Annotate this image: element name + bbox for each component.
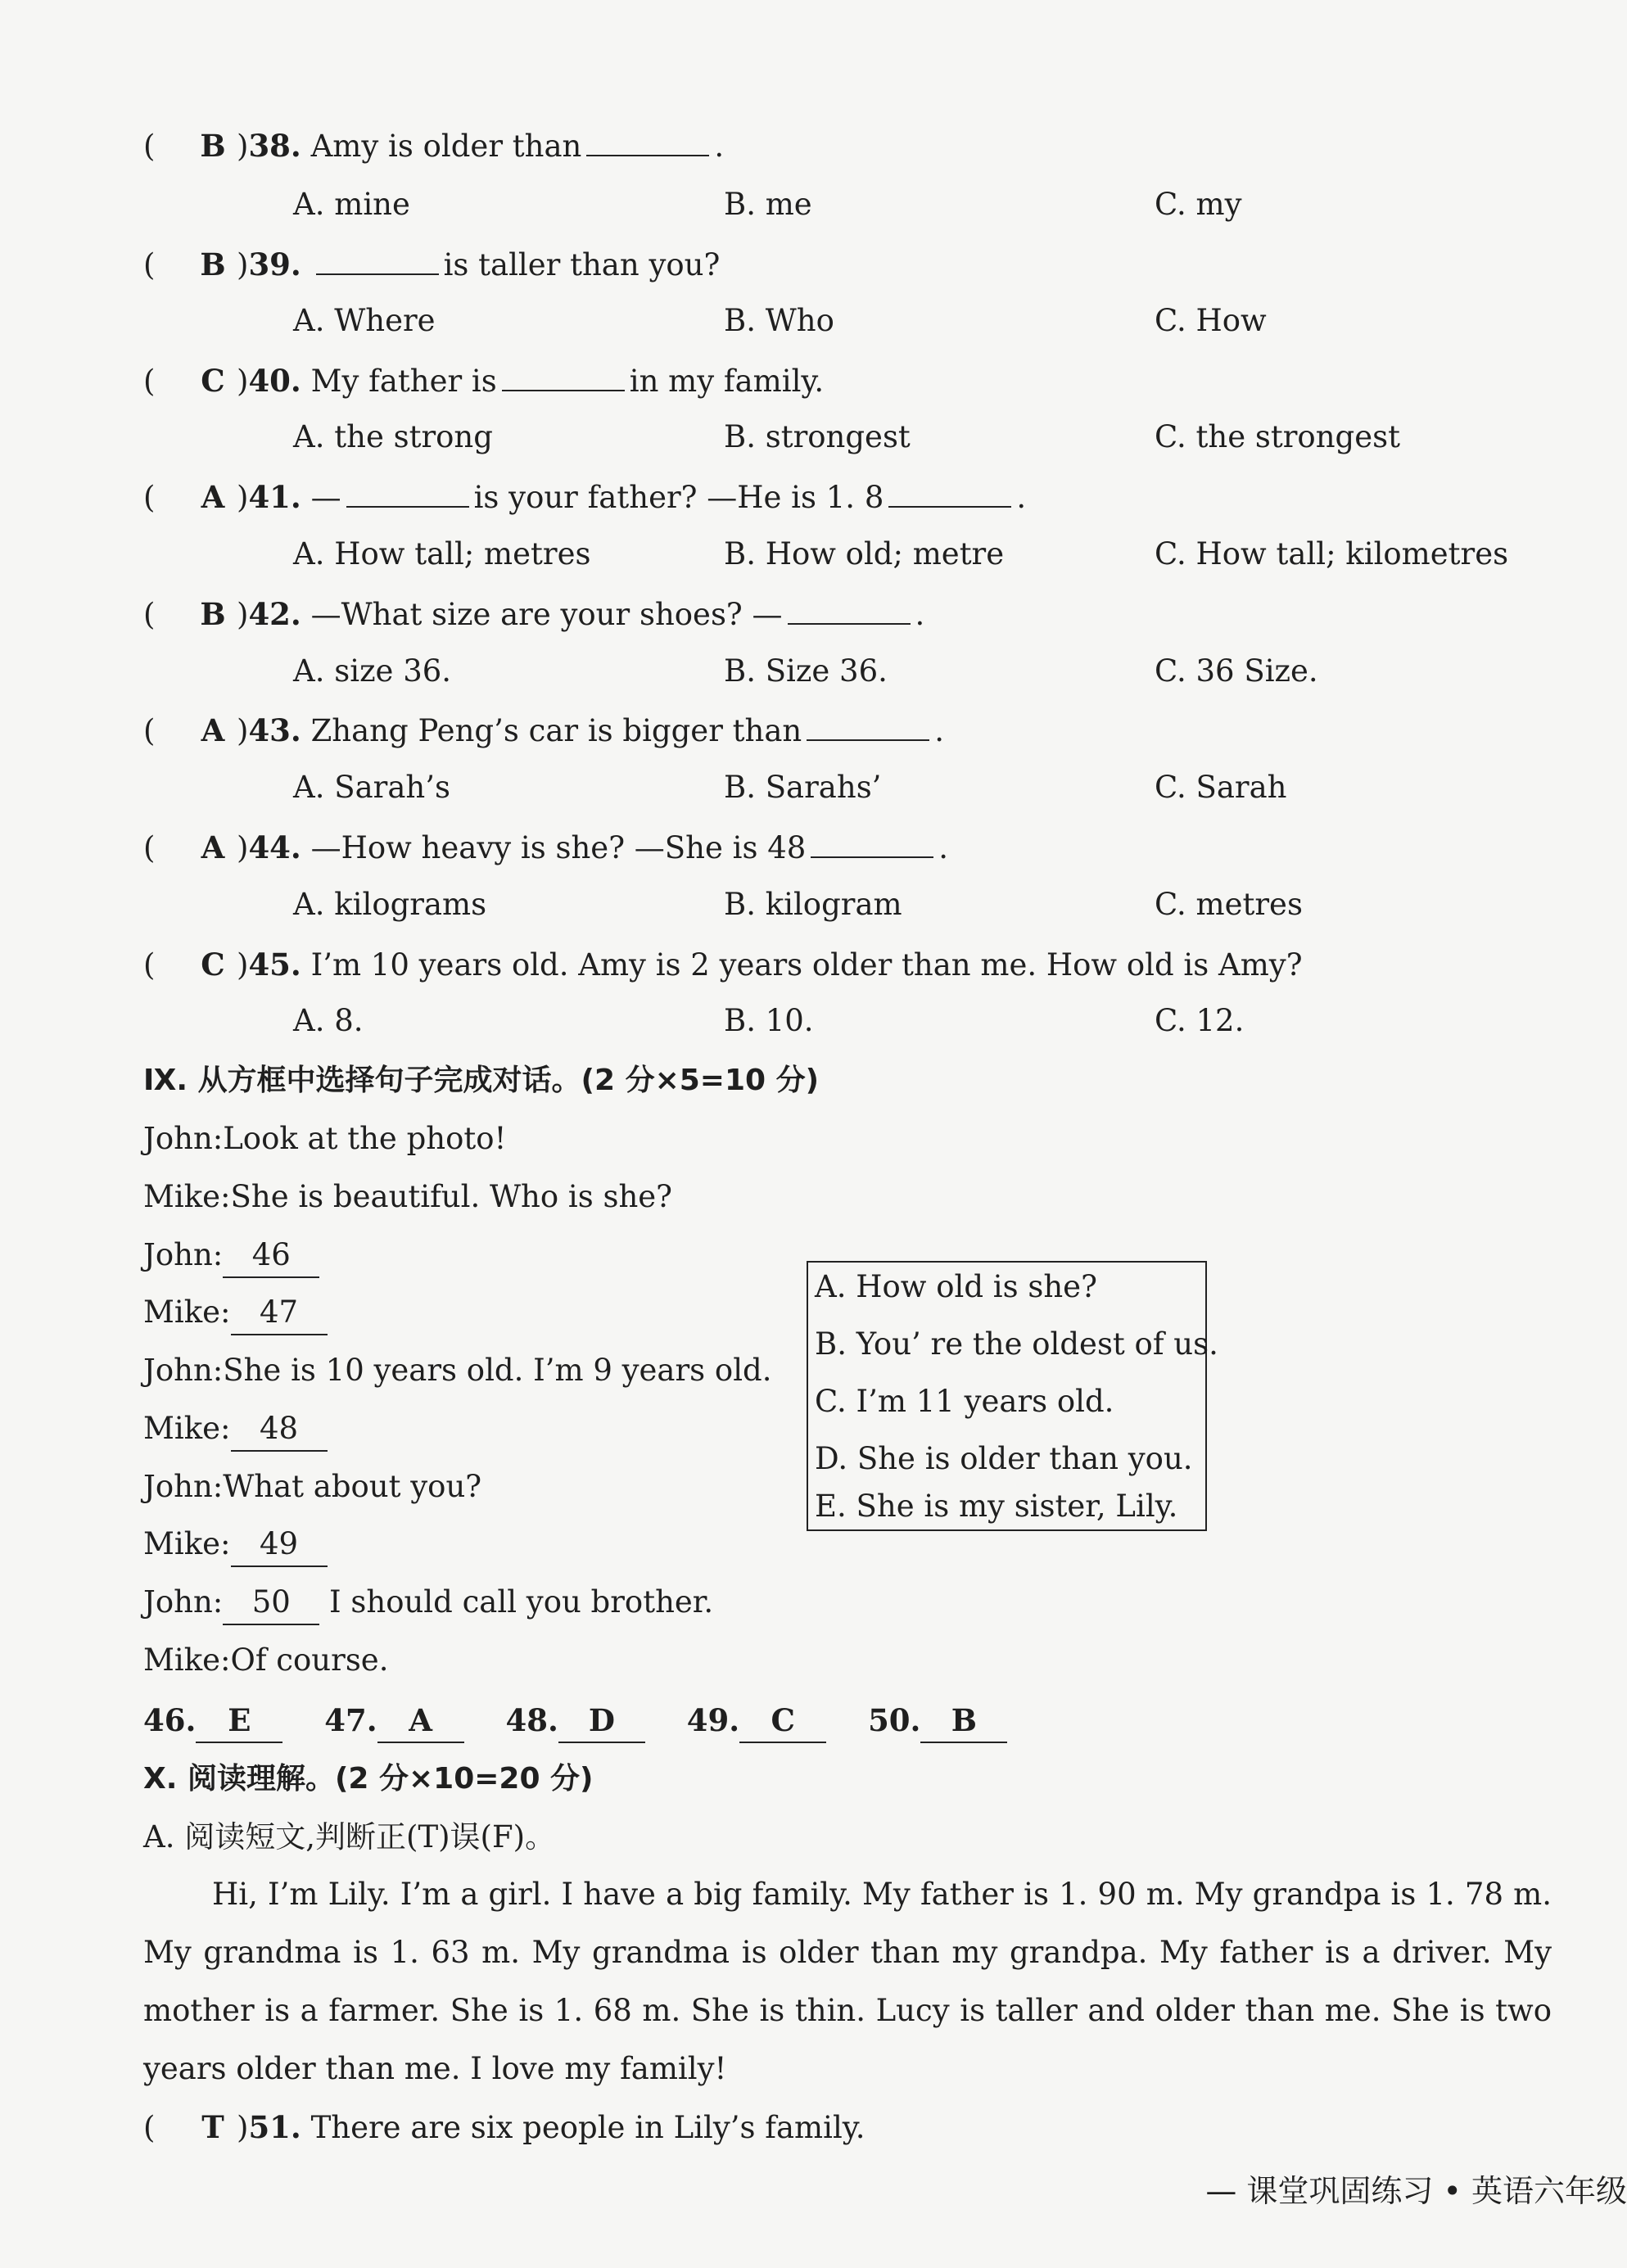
option-c: C. 36 Size. bbox=[1155, 653, 1318, 689]
dialogue-line: Mike: 48 bbox=[143, 1407, 328, 1452]
question-42: ( B )42. —What size are your shoes? — . bbox=[143, 596, 925, 632]
option-a: A. the strong bbox=[293, 419, 493, 454]
option-a: A. size 36. bbox=[293, 653, 452, 689]
dialogue-line: John: 50 I should call you brother. bbox=[143, 1581, 713, 1625]
section-10-title: Ⅹ. 阅读理解。(2 分×10=20 分) bbox=[143, 1762, 594, 1796]
option-a: A. kilograms bbox=[293, 887, 487, 922]
answer-row: 46. E 47. A 48. D 49. C 50. B bbox=[143, 1699, 1038, 1743]
dialogue-line: Mike: 49 bbox=[143, 1523, 328, 1567]
dialogue-line: Mike: 47 bbox=[143, 1291, 328, 1335]
option-b: B. Who bbox=[724, 303, 834, 338]
section-10-subtitle: A. 阅读短文,判断正(T)误(F)。 bbox=[143, 1819, 556, 1855]
option-c: C. How tall; kilometres bbox=[1155, 536, 1509, 572]
question-43: ( A )43. Zhang Peng’s car is bigger than . bbox=[143, 712, 945, 748]
answer-blank bbox=[502, 365, 625, 391]
option-b: B. kilogram bbox=[724, 887, 902, 922]
option-b: B. Sarahs’ bbox=[724, 770, 882, 805]
choice-item: D. She is older than you. bbox=[815, 1441, 1193, 1476]
choice-item: C. I’m 11 years old. bbox=[815, 1384, 1114, 1419]
section-9-title: Ⅸ. 从方框中选择句子完成对话。(2 分×5=10 分) bbox=[143, 1064, 820, 1097]
dialogue-line: John:What about you? bbox=[143, 1469, 482, 1504]
dialogue-line: John:She is 10 years old. I’m 9 years old. bbox=[143, 1353, 772, 1388]
question-51: ( T )51. There are six people in Lily’s family. bbox=[143, 2109, 865, 2145]
option-c: C. the strongest bbox=[1155, 419, 1400, 454]
dialogue-blank: 47 bbox=[231, 1291, 328, 1335]
option-c: C. How bbox=[1155, 303, 1267, 338]
choice-item: E. She is my sister, Lily. bbox=[815, 1489, 1178, 1524]
answer-blank bbox=[807, 715, 929, 741]
option-a: A. mine bbox=[293, 187, 410, 222]
question-39: ( B )39. is taller than you? bbox=[143, 246, 721, 282]
answer-blank bbox=[586, 130, 709, 156]
choice-box bbox=[807, 1261, 1218, 1531]
question-45: ( C )45. I’m 10 years old. Amy is 2 years older than me. How old is Amy? bbox=[143, 947, 1303, 983]
option-b: B. me bbox=[724, 187, 812, 222]
dialogue-line: John: 46 bbox=[143, 1234, 319, 1278]
option-c: C. my bbox=[1155, 187, 1242, 222]
answer-blank bbox=[811, 832, 933, 858]
question-44: ( A )44. —How heavy is she? —She is 48 . bbox=[143, 829, 949, 865]
question-38: ( B )38. Amy is older than . bbox=[143, 128, 725, 164]
choice-item: A. How old is she? bbox=[815, 1269, 1097, 1304]
option-c: C. 12. bbox=[1155, 1003, 1245, 1038]
choice-item: B. You’ re the oldest of us. bbox=[815, 1326, 1218, 1362]
question-40: ( C )40. My father is in my family. bbox=[143, 363, 825, 399]
option-b: B. 10. bbox=[724, 1003, 814, 1038]
option-c: C. metres bbox=[1155, 887, 1303, 922]
option-c: C. Sarah bbox=[1155, 770, 1287, 805]
reading-passage: Hi, I’m Lily. I’m a girl. I have a big family. My father is 1. 90 m. My grandpa is 1. 78 m. My grandma is 1. 63 m. My grandma is older than my grandpa. My father is a driver. My mother is a farmer. She is 1. 68 m. She is thin. Lucy is taller and older than me. She is two years older than me. I love my family! bbox=[143, 1877, 1552, 2086]
answer-blank bbox=[888, 481, 1011, 508]
option-b: B. Size 36. bbox=[724, 653, 888, 689]
dialogue-line: John:Look at the photo! bbox=[143, 1121, 507, 1156]
option-a: A. 8. bbox=[293, 1003, 364, 1038]
dialogue-blank: 46 bbox=[223, 1234, 319, 1278]
dialogue-line: Mike:She is beautiful. Who is she? bbox=[143, 1179, 673, 1214]
option-a: A. How tall; metres bbox=[293, 536, 591, 572]
answer-blank bbox=[316, 249, 439, 275]
answer-blank bbox=[346, 481, 469, 508]
option-a: A. Where bbox=[293, 303, 436, 338]
question-41: ( A )41. — is your father? —He is 1. 8 . bbox=[143, 479, 1027, 515]
option-b: B. How old; metre bbox=[724, 536, 1005, 572]
dialogue-blank: 50 bbox=[223, 1581, 319, 1625]
dialogue-blank: 49 bbox=[231, 1523, 328, 1567]
option-a: A. Sarah’s bbox=[293, 770, 450, 805]
dialogue-line: Mike:Of course. bbox=[143, 1642, 389, 1678]
answer-blank bbox=[788, 599, 911, 625]
option-b: B. strongest bbox=[724, 419, 911, 454]
page-footer: — 课堂巩固练习 • 英语六年级 bbox=[1205, 2173, 1627, 2209]
dialogue-blank: 48 bbox=[231, 1407, 328, 1452]
